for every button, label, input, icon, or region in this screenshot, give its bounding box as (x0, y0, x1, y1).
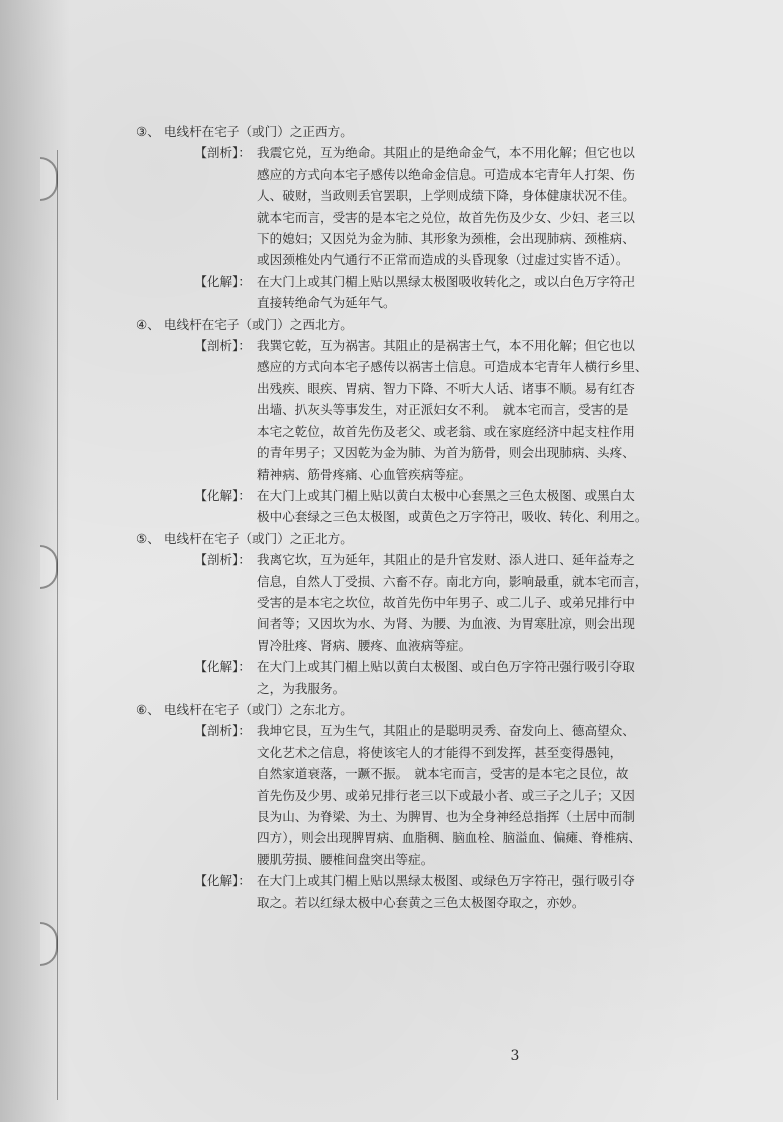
margin-rule (57, 150, 58, 1100)
page-number: 3 (510, 1048, 520, 1064)
entry-text (257, 142, 726, 270)
text-line: 我震它兑，互为绝命。其阻止的是绝命金气，本不用化解；但它也以 (257, 145, 635, 161)
section-title: 电线杆在宅子（或门）之西北方。 (163, 316, 353, 332)
text-line: 感应的方式向本宅子感传以祸害土信息。可造成本宅青年人横行乡里、 (257, 359, 648, 375)
text-line: 文化艺术之信息，将使该宅人的才能得不到发挥，甚至变得愚钝， (257, 744, 623, 760)
entry-label: 【剖析】： (194, 552, 251, 568)
section-entry (136, 142, 726, 270)
text-line: 之，为我服务。 (257, 680, 346, 696)
text-line: 四方），则会出现脾胃病、血脂稠、脑血栓、脑溢血、偏瘫、脊椎病、 (257, 830, 642, 846)
text-line: 艮为山、为脊梁、为土、为脾胃、也为全身神经总指挥（土居中而制 (257, 809, 635, 824)
entry-text (257, 485, 726, 528)
entry-label: 【化解】： (194, 873, 251, 889)
text-line: 精神病、筋骨疼痛、心血管疾病等症。 (257, 466, 472, 482)
entry-text (257, 271, 726, 314)
text-line: 的青年男子；又因乾为金为肺、为首为筋骨，则会出现肺病、头疼、 (257, 445, 635, 461)
section-heading (136, 699, 726, 720)
section-entry (136, 656, 726, 699)
entry-label: 【剖析】： (194, 145, 251, 161)
text-line: 取之。若以红绿太极中心套黄之三色太极图夺取之，亦妙。 (257, 894, 585, 910)
text-line: 下的媳妇；又因兑为金为肺、其形象为颈椎，会出现肺病、颈椎病、 (257, 231, 635, 247)
section-title: 电线杆在宅子（或门）之正北方。 (163, 530, 353, 546)
text-line: 极中心套绿之三色太极图，或黄色之万字符卍，吸收、转化、利用之。 (257, 509, 648, 525)
section-heading (136, 121, 726, 142)
text-line: 或因颈椎处内气通行不正常而造成的头昏现象（过虚过实皆不适）。 (257, 252, 629, 268)
entry-text (257, 656, 726, 699)
section-title: 电线杆在宅子（或门）之正西方。 (163, 124, 353, 139)
text-line: 人、破财，当政则丢官罢职，上学则成绩下降，身体健康状况不佳。 (257, 188, 635, 204)
text-line: 就本宅而言，受害的是本宅之兑位，故首先伤及少女、少妇、老三以 (257, 209, 635, 225)
entry-text (257, 335, 726, 485)
text-line: 直接转绝命气为延年气。 (257, 295, 396, 311)
entry-label: 【化解】： (194, 487, 251, 503)
text-line: 我巽它乾，互为祸害。其阻止的是祸害土气，本不用化解；但它也以 (257, 338, 635, 354)
text-line: 出墙、扒灰头等事发生，对正派妇女不利。 就本宅而言，受害的是 (257, 402, 629, 418)
section-entry (136, 870, 726, 913)
section-number: ③、 (136, 124, 160, 139)
text-line: 胃冷肚疼、肾病、腰疼、血液病等症。 (257, 637, 472, 653)
text-line: 间者等；又因坎为水、为肾、为腰、为血液、为胃寒肚凉，则会出现 (257, 616, 635, 632)
text-line: 腰肌劳损、腰椎间盘突出等症。 (257, 851, 434, 867)
section-heading (136, 314, 726, 335)
text-line: 自然家道衰落，一蹶不振。 就本宅而言，受害的是本宅之艮位，故 (257, 766, 629, 782)
section-number: ⑥、 (136, 701, 160, 717)
entry-label: 【剖析】： (194, 338, 251, 354)
text-line: 本宅之乾位，故首先伤及老父、或老翁、或在家庭经济中起支柱作用 (257, 423, 635, 439)
section-heading (136, 528, 726, 549)
section-entry (136, 720, 726, 870)
section-entry (136, 271, 726, 314)
entry-text (257, 870, 726, 913)
entry-label: 【化解】： (194, 659, 251, 675)
section-title: 电线杆在宅子（或门）之东北方。 (163, 701, 353, 717)
section-entry (136, 485, 726, 528)
section-entry (136, 335, 726, 485)
document-body (136, 121, 726, 913)
text-line: 感应的方式向本宅子感传以绝命金信息。可造成本宅青年人打架、伤 (257, 166, 635, 182)
text-line: 在大门上或其门楣上贴以黄白太极图、或白色万字符卍强行吸引夺取 (257, 659, 635, 675)
entry-text (257, 720, 726, 870)
text-line: 出残疾、眼疾、胃病、智力下降、不听大人话、诸事不顺。易有红杏 (257, 380, 635, 396)
binding-shadow (0, 0, 70, 1122)
text-line: 我离它坎，互为延年，其阻止的是升官发财、添人进口、延年益寿之 (257, 552, 635, 568)
text-line: 信息，自然人丁受损、六畜不存。南北方向，影响最重，就本宅而言， (257, 573, 648, 589)
section-entry (136, 549, 726, 656)
entry-label: 【化解】： (194, 273, 251, 289)
text-line: 在大门上或其门楣上贴以黑绿太极图吸收转化之，或以白色万字符卍 (257, 273, 635, 289)
text-line: 在大门上或其门楣上贴以黄白太极中心套黑之三色太极图、或黑白太 (257, 487, 635, 503)
text-line: 受害的是本宅之坎位，故首先伤中年男子、或二儿子、或弟兄排行中 (257, 594, 635, 610)
entry-label: 【剖析】： (194, 723, 251, 739)
text-line: 在大门上或其门楣上贴以黑绿太极图、或绿色万字符卍，强行吸引夺 (257, 873, 635, 889)
text-line: 首先伤及少男、或弟兄排行老三以下或最小者、或三子之儿子；又因 (257, 787, 635, 803)
text-line: 我坤它艮，互为生气，其阻止的是聪明灵秀、奋发向上、德高望众、 (257, 723, 635, 739)
entry-text (257, 549, 726, 656)
section-number: ⑤、 (136, 530, 160, 546)
section-number: ④、 (136, 316, 160, 332)
